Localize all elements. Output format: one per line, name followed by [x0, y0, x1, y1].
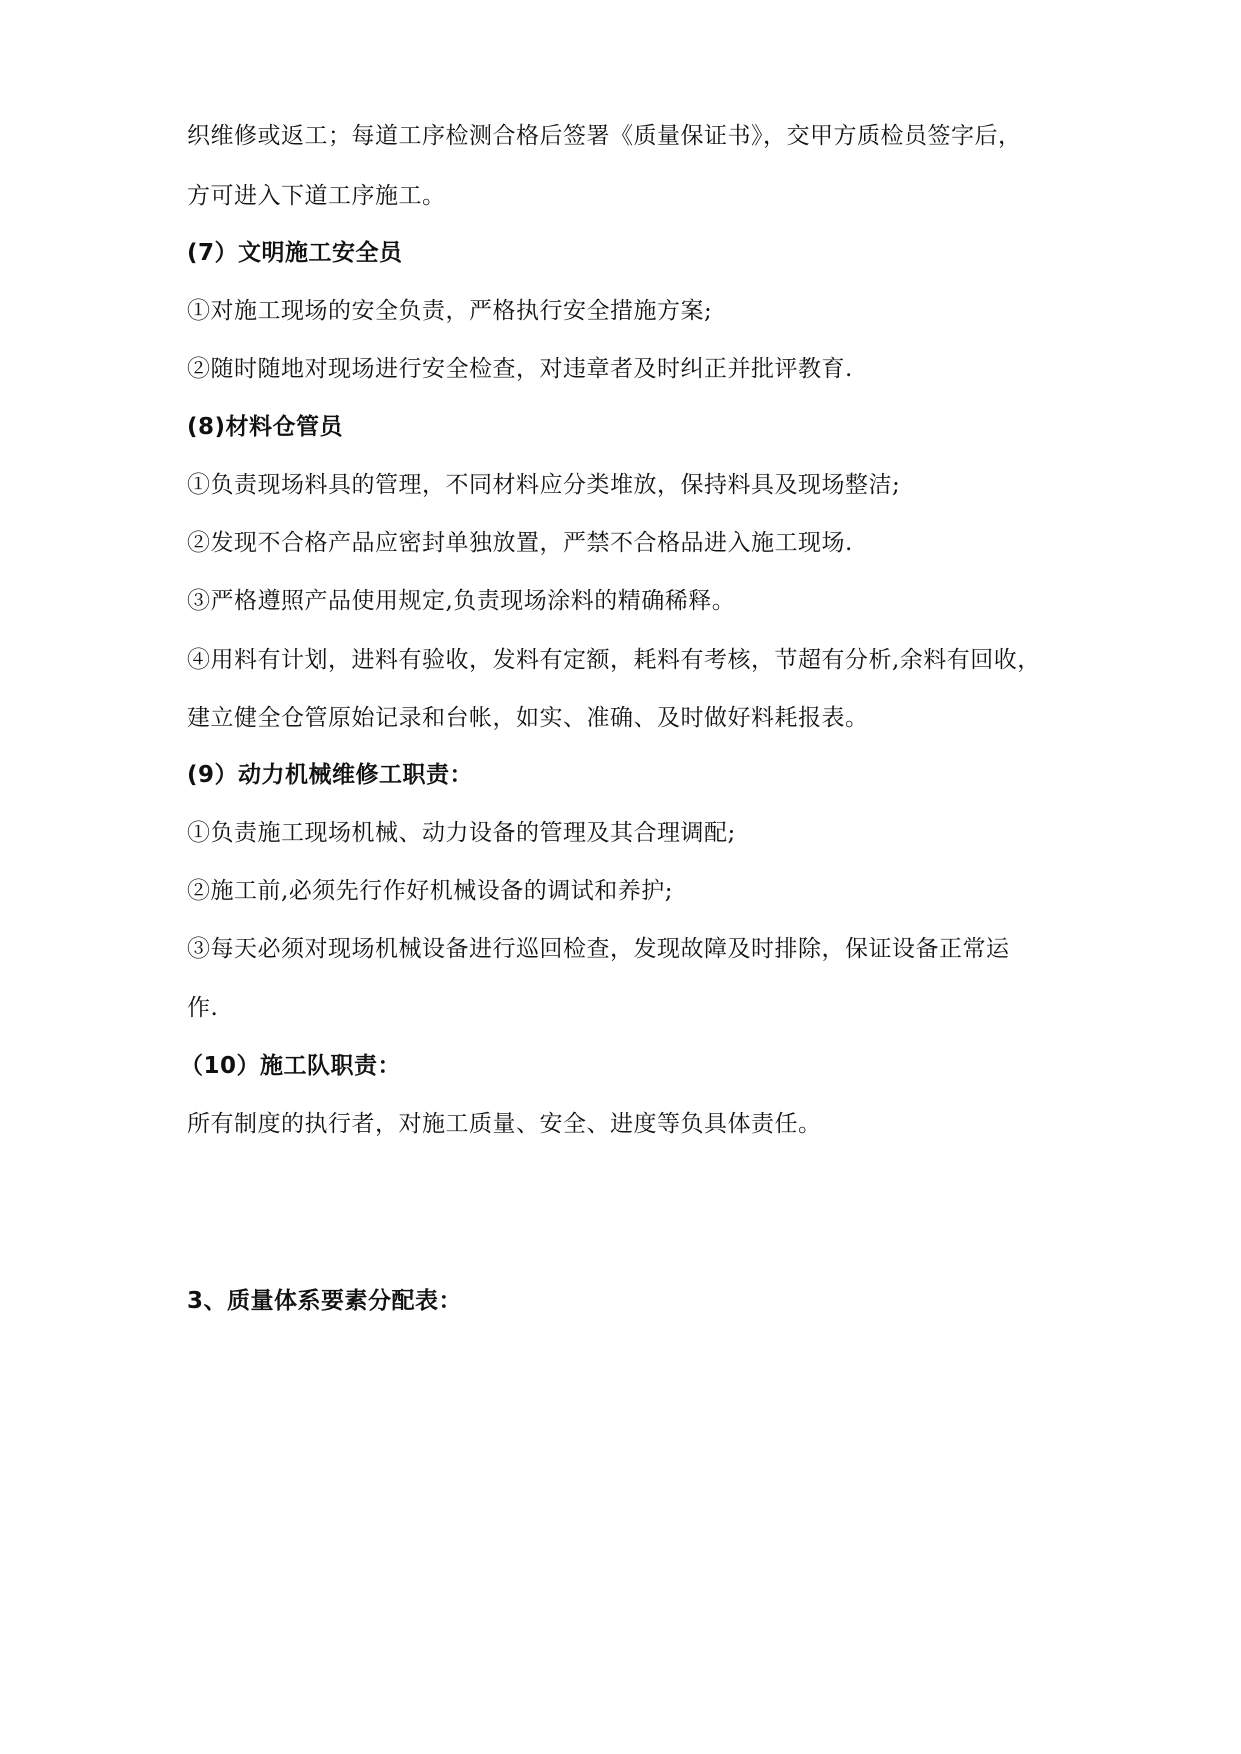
- body-line: 建立健全仓管原始记录和台帐，如实、准确、及时做好料耗报表。: [187, 705, 869, 731]
- body-line: ①负责施工现场机械、动力设备的管理及其合理调配;: [187, 820, 736, 846]
- body-line: 所有制度的执行者，对施工质量、安全、进度等负具体责任。: [187, 1111, 822, 1137]
- body-line: ④用料有计划，进料有验收，发料有定额，耗料有考核，节超有分析,余料有回收，: [187, 647, 1041, 673]
- body-line: 方可进入下道工序施工。: [187, 183, 446, 209]
- body-line: ①负责现场料具的管理，不同材料应分类堆放，保持料具及现场整洁;: [187, 472, 901, 498]
- body-line: 织维修或返工；每道工序检测合格后签署《质量保证书》，交甲方质检员签字后，: [187, 123, 1022, 149]
- body-line: ②施工前,必须先行作好机械设备的调试和养护;: [187, 878, 674, 904]
- body-line: ②发现不合格产品应密封单独放置，严禁不合格品进入施工现场.: [187, 530, 853, 556]
- section-heading-7: (7）文明施工安全员: [187, 240, 403, 266]
- body-line: ①对施工现场的安全负责，严格执行安全措施方案;: [187, 298, 713, 324]
- section-heading-8: (8)材料仓管员: [187, 414, 344, 440]
- body-line: ②随时随地对现场进行安全检查，对违章者及时纠正并批评教育.: [187, 356, 853, 382]
- section-heading-9: (9）动力机械维修工职责：: [187, 762, 474, 788]
- section-heading-10: （10）施工队职责：: [180, 1053, 402, 1079]
- body-line: ③每天必须对现场机械设备进行巡回检查，发现故障及时排除，保证设备正常运: [187, 936, 1010, 962]
- body-line: ③严格遵照产品使用规定,负责现场涂料的精确稀释。: [187, 588, 736, 614]
- section-heading-3: 3、质量体系要素分配表：: [187, 1288, 463, 1314]
- body-line: 作.: [187, 995, 219, 1021]
